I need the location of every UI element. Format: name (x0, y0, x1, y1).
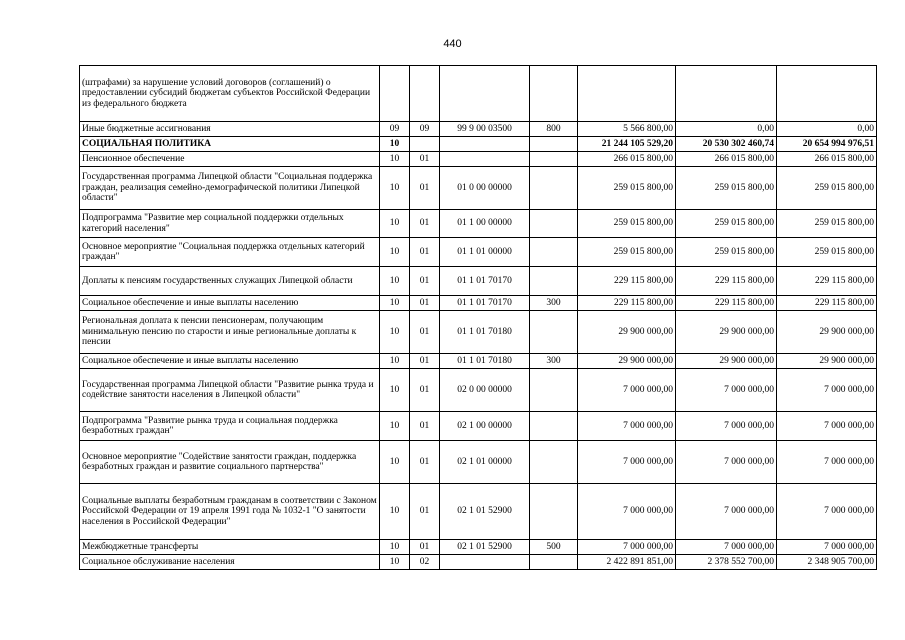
amount-year-3: 7 000 000,00 (777, 484, 877, 540)
expense-type-code (530, 311, 578, 354)
amount-year-2: 7 000 000,00 (676, 540, 777, 555)
expense-type-code (530, 369, 578, 412)
target-article-code: 01 0 00 00000 (440, 167, 530, 210)
target-article-code: 02 1 00 00000 (440, 412, 530, 441)
target-article-code: 02 0 00 00000 (440, 369, 530, 412)
amount-year-2: 20 530 302 460,74 (676, 137, 777, 152)
amount-year-1: 7 000 000,00 (578, 540, 676, 555)
table-row (80, 354, 877, 369)
table-row (80, 296, 877, 311)
amount-year-3: 259 015 800,00 (777, 238, 877, 267)
subsection-code: 01 (410, 369, 440, 412)
item-name: Подпрограмма "Развитие мер социальной поддержки отдельных категорий населения" (80, 210, 380, 238)
expense-type-code (530, 152, 578, 167)
amount-year-2: 2 378 552 700,00 (676, 555, 777, 570)
table-row (80, 210, 877, 238)
amount-year-2: 259 015 800,00 (676, 167, 777, 210)
table-row (80, 441, 877, 484)
item-name: Государственная программа Липецкой области "Социальная поддержка граждан, реализация семейно-демографической политики Липецкой области" (80, 167, 380, 210)
item-name: Основное мероприятие "Содействие занятости граждан, поддержка безработных граждан и развитие социального партнерства" (80, 441, 380, 484)
table-row (80, 311, 877, 354)
table-row (80, 267, 877, 296)
expense-type-code (530, 66, 578, 122)
amount-year-3: 7 000 000,00 (777, 412, 877, 441)
table-row (80, 540, 877, 555)
subsection-code: 01 (410, 311, 440, 354)
amount-year-1: 7 000 000,00 (578, 441, 676, 484)
table-row (80, 369, 877, 412)
amount-year-3: 29 900 000,00 (777, 311, 877, 354)
table-row (80, 167, 877, 210)
amount-year-2: 7 000 000,00 (676, 412, 777, 441)
amount-year-1: 229 115 800,00 (578, 267, 676, 296)
target-article-code: 01 1 01 70180 (440, 311, 530, 354)
section-code: 10 (380, 152, 410, 167)
amount-year-2: 7 000 000,00 (676, 441, 777, 484)
amount-year-2: 229 115 800,00 (676, 296, 777, 311)
amount-year-1: 21 244 105 529,20 (578, 137, 676, 152)
target-article-code: 99 9 00 03500 (440, 122, 530, 137)
expense-type-code: 300 (530, 354, 578, 369)
expense-type-code (530, 267, 578, 296)
subsection-code: 01 (410, 167, 440, 210)
item-name: Доплаты к пенсиям государственных служащих Липецкой области (80, 267, 380, 296)
amount-year-1: 259 015 800,00 (578, 210, 676, 238)
item-name: Социальное обеспечение и иные выплаты населению (80, 296, 380, 311)
subsection-code: 09 (410, 122, 440, 137)
table-row (80, 484, 877, 540)
amount-year-3: 2 348 905 700,00 (777, 555, 877, 570)
subsection-code: 01 (410, 210, 440, 238)
amount-year-1: 7 000 000,00 (578, 369, 676, 412)
expense-type-code (530, 555, 578, 570)
section-code: 10 (380, 441, 410, 484)
budget-table (79, 65, 877, 570)
expense-type-code: 800 (530, 122, 578, 137)
item-name: Иные бюджетные ассигнования (80, 122, 380, 137)
expense-type-code (530, 137, 578, 152)
item-name: Межбюджетные трансферты (80, 540, 380, 555)
section-code: 09 (380, 122, 410, 137)
amount-year-2: 266 015 800,00 (676, 152, 777, 167)
subsection-code: 01 (410, 540, 440, 555)
subsection-code: 01 (410, 412, 440, 441)
expense-type-code: 300 (530, 296, 578, 311)
item-name: Подпрограмма "Развитие рынка труда и социальная поддержка безработных граждан" (80, 412, 380, 441)
subsection-code: 01 (410, 296, 440, 311)
subsection-code: 01 (410, 484, 440, 540)
section-code (380, 66, 410, 122)
item-name: (штрафами) за нарушение условий договоров (соглашений) о предоставлении субсидий бюджетам субъектов Российской Федерации из федерального бюджета (80, 66, 380, 122)
amount-year-3: 229 115 800,00 (777, 267, 877, 296)
subsection-code: 01 (410, 441, 440, 484)
amount-year-1: 2 422 891 851,00 (578, 555, 676, 570)
subsection-code: 01 (410, 238, 440, 267)
amount-year-2: 29 900 000,00 (676, 354, 777, 369)
amount-year-3: 7 000 000,00 (777, 441, 877, 484)
expense-type-code (530, 238, 578, 267)
amount-year-2: 0,00 (676, 122, 777, 137)
target-article-code: 02 1 01 52900 (440, 484, 530, 540)
amount-year-1: 7 000 000,00 (578, 412, 676, 441)
item-name: Основное мероприятие "Социальная поддержка отдельных категорий граждан" (80, 238, 380, 267)
section-code: 10 (380, 354, 410, 369)
section-code: 10 (380, 296, 410, 311)
subsection-code: 01 (410, 152, 440, 167)
section-code: 10 (380, 555, 410, 570)
amount-year-3: 259 015 800,00 (777, 210, 877, 238)
section-code: 10 (380, 369, 410, 412)
amount-year-1: 29 900 000,00 (578, 311, 676, 354)
section-code: 10 (380, 311, 410, 354)
amount-year-1: 259 015 800,00 (578, 238, 676, 267)
table-row (80, 137, 877, 152)
amount-year-1 (578, 66, 676, 122)
target-article-code: 01 1 00 00000 (440, 210, 530, 238)
amount-year-3 (777, 66, 877, 122)
item-name: Региональная доплата к пенсии пенсионерам, получающим минимальную пенсию по старости и иные региональные доплаты к пенсии (80, 311, 380, 354)
amount-year-3: 229 115 800,00 (777, 296, 877, 311)
amount-year-3: 259 015 800,00 (777, 167, 877, 210)
section-code: 10 (380, 412, 410, 441)
target-article-code: 02 1 01 52900 (440, 540, 530, 555)
subsection-code (410, 137, 440, 152)
target-article-code: 01 1 01 70170 (440, 296, 530, 311)
item-name: Пенсионное обеспечение (80, 152, 380, 167)
amount-year-2: 7 000 000,00 (676, 484, 777, 540)
item-name: Государственная программа Липецкой области "Развитие рынка труда и содействие занятости населения в Липецкой области" (80, 369, 380, 412)
amount-year-2: 7 000 000,00 (676, 369, 777, 412)
table-row (80, 152, 877, 167)
table-row (80, 122, 877, 137)
expense-type-code (530, 167, 578, 210)
target-article-code: 01 1 01 70170 (440, 267, 530, 296)
item-name: Социальное обеспечение и иные выплаты населению (80, 354, 380, 369)
section-code: 10 (380, 210, 410, 238)
expense-type-code: 500 (530, 540, 578, 555)
item-name: Социальное обслуживание населения (80, 555, 380, 570)
section-code: 10 (380, 167, 410, 210)
expense-type-code (530, 441, 578, 484)
subsection-code: 02 (410, 555, 440, 570)
amount-year-3: 29 900 000,00 (777, 354, 877, 369)
target-article-code (440, 137, 530, 152)
amount-year-3: 7 000 000,00 (777, 540, 877, 555)
amount-year-2: 229 115 800,00 (676, 267, 777, 296)
amount-year-1: 29 900 000,00 (578, 354, 676, 369)
expense-type-code (530, 484, 578, 540)
subsection-code: 01 (410, 354, 440, 369)
table-body (80, 66, 877, 570)
target-article-code (440, 152, 530, 167)
subsection-code: 01 (410, 267, 440, 296)
table-row (80, 238, 877, 267)
amount-year-1: 259 015 800,00 (578, 167, 676, 210)
amount-year-3: 20 654 994 976,51 (777, 137, 877, 152)
item-name: Социальные выплаты безработным гражданам в соответствии с Законом Российской Федерации от 19 апреля 1991 года № 1032-1 "О занятости населения в Российской Федерации" (80, 484, 380, 540)
amount-year-2: 259 015 800,00 (676, 238, 777, 267)
table-row (80, 555, 877, 570)
target-article-code: 02 1 01 00000 (440, 441, 530, 484)
amount-year-2: 29 900 000,00 (676, 311, 777, 354)
section-code: 10 (380, 267, 410, 296)
amount-year-3: 7 000 000,00 (777, 369, 877, 412)
section-code: 10 (380, 137, 410, 152)
target-article-code: 01 1 01 70180 (440, 354, 530, 369)
item-name: СОЦИАЛЬНАЯ ПОЛИТИКА (80, 137, 380, 152)
amount-year-3: 266 015 800,00 (777, 152, 877, 167)
amount-year-1: 266 015 800,00 (578, 152, 676, 167)
amount-year-1: 5 566 800,00 (578, 122, 676, 137)
table-row (80, 66, 877, 122)
target-article-code (440, 66, 530, 122)
section-code: 10 (380, 484, 410, 540)
expense-type-code (530, 210, 578, 238)
amount-year-2 (676, 66, 777, 122)
amount-year-1: 229 115 800,00 (578, 296, 676, 311)
target-article-code: 01 1 01 00000 (440, 238, 530, 267)
amount-year-3: 0,00 (777, 122, 877, 137)
subsection-code (410, 66, 440, 122)
expense-type-code (530, 412, 578, 441)
amount-year-2: 259 015 800,00 (676, 210, 777, 238)
section-code: 10 (380, 238, 410, 267)
table-row (80, 412, 877, 441)
target-article-code (440, 555, 530, 570)
amount-year-1: 7 000 000,00 (578, 484, 676, 540)
section-code: 10 (380, 540, 410, 555)
page-number: 440 (443, 38, 462, 50)
